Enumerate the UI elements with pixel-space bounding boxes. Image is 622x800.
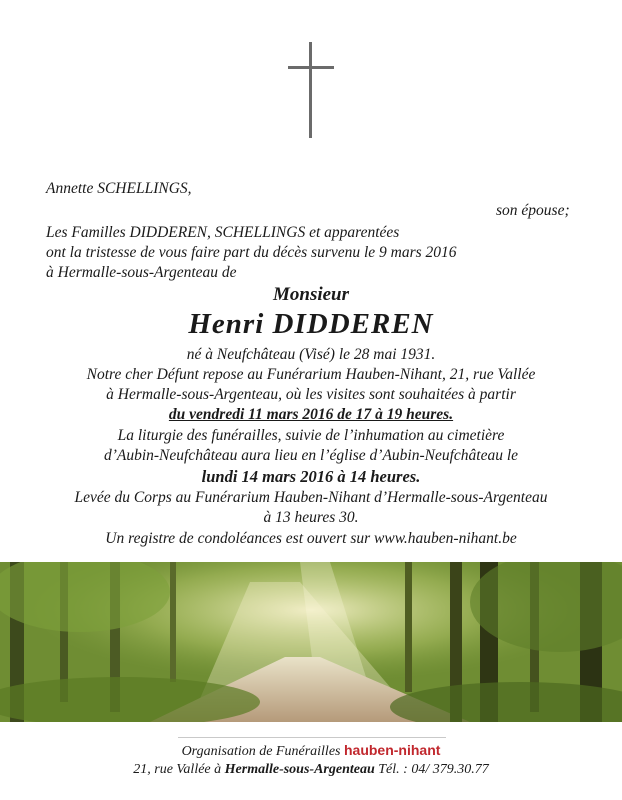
spouse-label: son épouse; xyxy=(496,202,570,219)
funeral-date: lundi 14 mars 2016 à 14 heures. xyxy=(201,467,421,486)
cross-icon xyxy=(288,42,334,138)
deceased-name: Henri DIDDEREN xyxy=(188,308,434,340)
liturgy-line-1: La liturgie des funérailles, suivie de l’inhumation au cimetière xyxy=(117,427,505,444)
families-line-1: Les Familles DIDDEREN, SCHELLINGS et apparentées xyxy=(46,224,400,241)
repose-line-2: à Hermalle-sous-Argenteau, où les visites sont souhaitées à partir xyxy=(106,386,516,403)
recipient-line: Annette SCHELLINGS, xyxy=(46,180,192,197)
footer-address-prefix: 21, rue Vallée à xyxy=(133,762,222,777)
registry-line: Un registre de condoléances est ouvert sur www.hauben-nihant.be xyxy=(105,530,517,547)
deceased-title: Monsieur xyxy=(272,284,350,305)
footer-address xyxy=(0,762,622,778)
footer-address-town: Hermalle-sous-Argenteau xyxy=(224,762,375,777)
levee-line-1: Levée du Corps au Funérarium Hauben-Nihant d’Hermalle-sous-Argenteau xyxy=(74,489,548,506)
levee-line-2: à 13 heures 30. xyxy=(263,509,359,526)
footer-org-label: Organisation de Funérailles xyxy=(181,744,341,759)
footer-organisation xyxy=(0,742,622,760)
birth-line: né à Neufchâteau (Visé) le 28 mai 1931. xyxy=(186,346,436,363)
footer-divider xyxy=(178,737,446,738)
visit-dates: du vendredi 11 mars 2016 de 17 à 19 heures. xyxy=(168,406,454,423)
forest-path-image xyxy=(0,562,622,722)
families-line-2: ont la tristesse de vous faire part du décès survenu le 9 mars 2016 xyxy=(46,244,457,261)
brand-name: hauben-nihant xyxy=(343,742,441,758)
families-line-3: à Hermalle-sous-Argenteau de xyxy=(46,264,237,281)
repose-line-1: Notre cher Défunt repose au Funérarium Hauben-Nihant, 21, rue Vallée xyxy=(86,366,536,383)
footer-phone: Tél. : 04/ 379.30.77 xyxy=(378,762,489,777)
liturgy-line-2: d’Aubin-Neufchâteau aura lieu en l’église d’Aubin-Neufchâteau le xyxy=(103,447,519,464)
